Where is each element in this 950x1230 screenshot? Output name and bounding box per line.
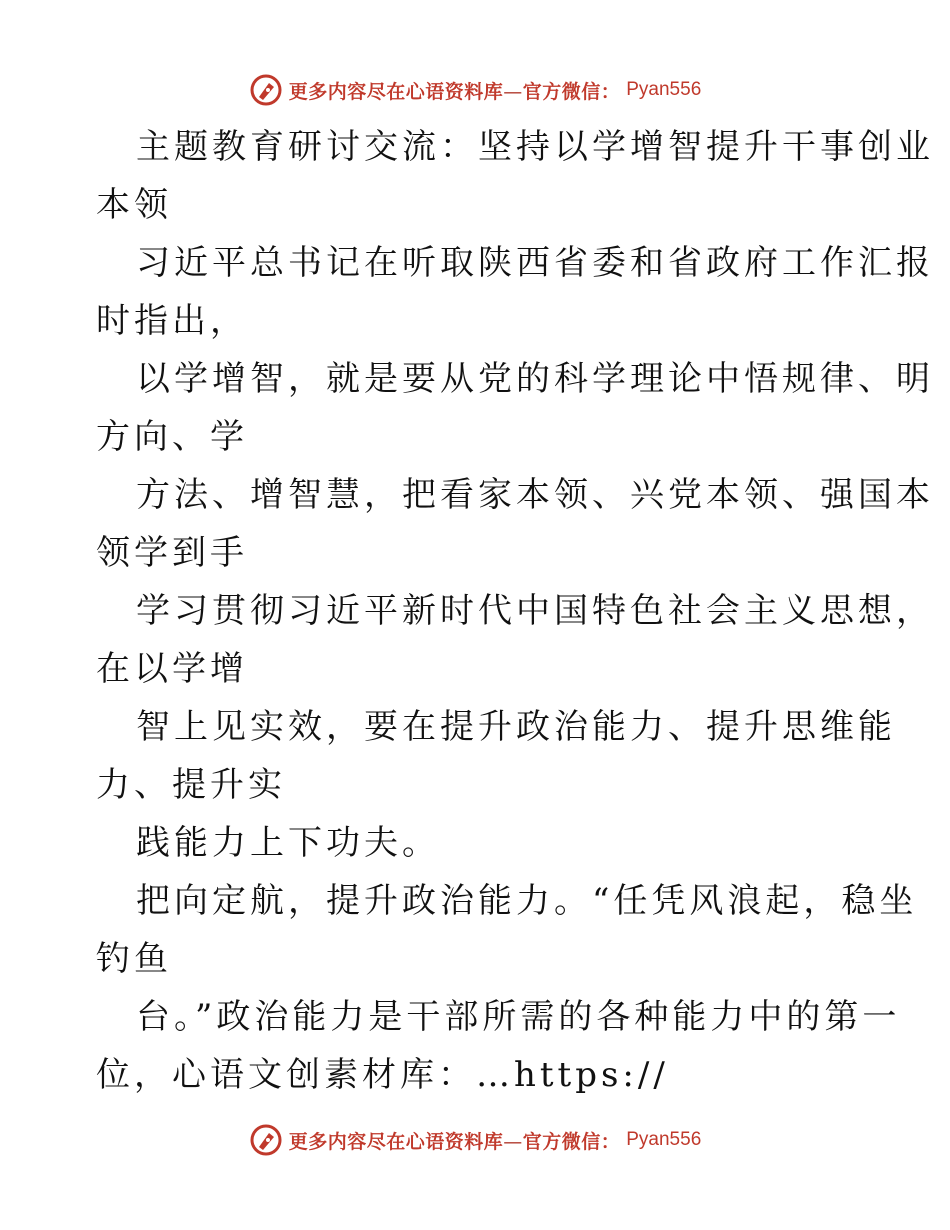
paragraph-line: 力、提升实 [96,765,286,805]
paragraph-line: 方向、学 [96,417,248,457]
paragraph-line: 时指出， [96,301,248,341]
paragraph-line: 领学到手 [96,533,248,573]
paragraph-line: 在以学增 [96,649,248,689]
paragraph-line: 方法、增智慧，把看家本领、兴党本领、强国本 [136,475,934,515]
banner-wechat-id: Pyan556 [626,79,702,100]
footer-watermark-banner [0,1120,950,1160]
banner-wechat-id: Pyan556 [626,1129,702,1150]
title-line: 主题教育研讨交流：坚持以学增智提升干事创业 [136,127,934,167]
paragraph-line: 把向定航，提升政治能力。“任凭风浪起，稳坐 [136,881,918,921]
pen-nib-logo-icon [249,73,283,107]
paragraph-line: 学习贯彻习近平新时代中国特色社会主义思想， [136,591,934,631]
paragraph-line: 习近平总书记在听取陕西省委和省政府工作汇报 [136,243,934,283]
paragraph-line: 台。”政治能力是干部所需的各种能力中的第一 [136,997,901,1037]
paragraph-line: 践能力上下功夫。 [136,823,440,863]
paragraph-line: 以学增智，就是要从党的科学理论中悟规律、明 [136,359,934,399]
paragraph-line: 位，心语文创素材库：…https:// [96,1055,669,1095]
paragraph-line: 智上见实效，要在提升政治能力、提升思维能 [136,707,896,747]
pen-nib-logo-icon [249,1123,283,1157]
banner-text: 更多内容尽在心语资料库—官方微信： [288,1130,621,1153]
banner-text: 更多内容尽在心语资料库—官方微信： [288,80,621,103]
paragraph-line: 钓鱼 [96,939,172,979]
document-body [96,118,934,1104]
title-line-cont: 本领 [96,185,172,225]
header-watermark-banner [0,70,950,110]
